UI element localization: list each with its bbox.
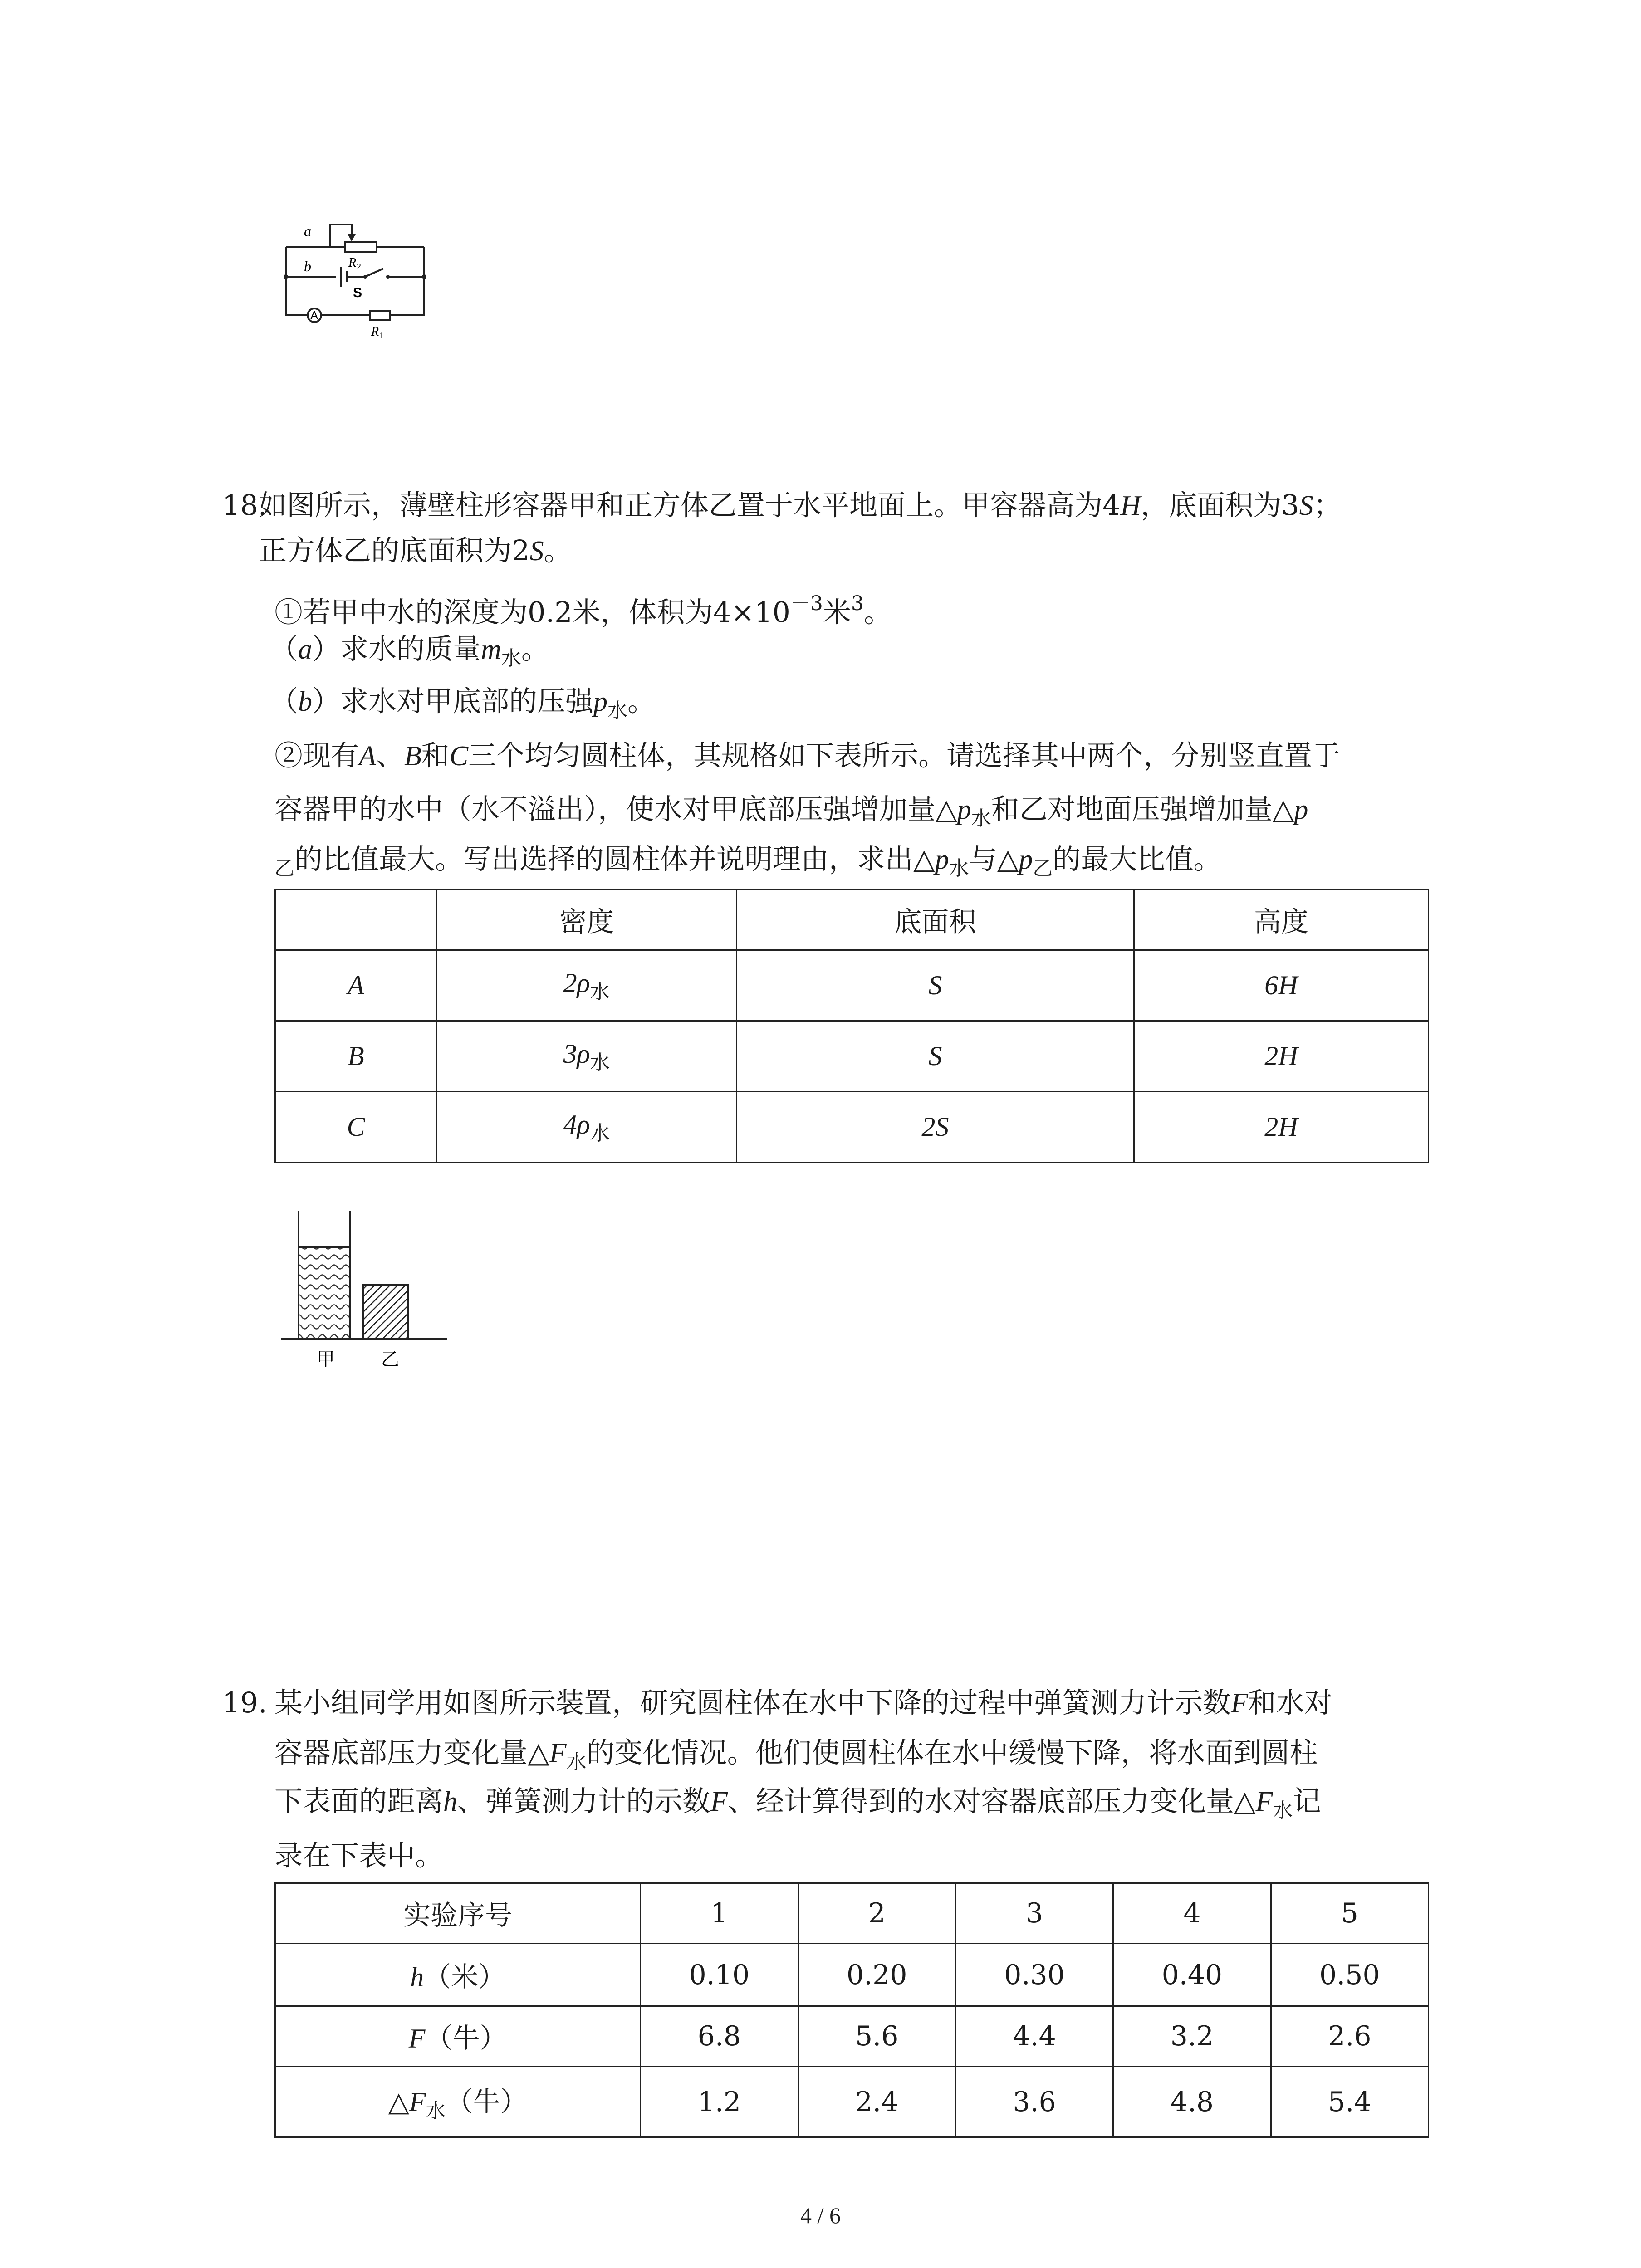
q19-line-1: 某小组同学用如图所示装置，研究圆柱体在水中下降的过程中弹簧测力计示数F和水对 bbox=[274, 1686, 1332, 1719]
table-header-cell: 1 bbox=[641, 1883, 798, 1944]
q18-part-a: （a）求水的质量$m_水$。 bbox=[270, 632, 549, 670]
circuit-label-r2: R bbox=[348, 256, 357, 270]
table-cell: 2H bbox=[1134, 1092, 1428, 1163]
table-cell: $2\rho_水$ bbox=[436, 950, 736, 1021]
table-cell: 1.2 bbox=[641, 2067, 798, 2137]
table-cell: $3\rho_水$ bbox=[436, 1021, 736, 1092]
q19-experiment-table bbox=[274, 1882, 1429, 2138]
circuit-diagram bbox=[272, 213, 436, 349]
table-header-cell: 密度 bbox=[436, 890, 736, 950]
circuit-label-r1-sub: 1 bbox=[379, 331, 384, 341]
circuit-label-ammeter: A bbox=[310, 308, 318, 322]
table-cell: F（牛） bbox=[275, 2006, 641, 2067]
table-header-cell: 2 bbox=[798, 1883, 955, 1944]
table-cell: 2S bbox=[737, 1092, 1134, 1163]
table-header-cell: 4 bbox=[1113, 1883, 1271, 1944]
table-cell: 2.6 bbox=[1271, 2006, 1428, 2067]
question-18-number: 18. bbox=[222, 489, 267, 522]
circuit-label-switch: S bbox=[353, 285, 362, 300]
table-cell: 6H bbox=[1134, 950, 1428, 1021]
table-cell: 0.50 bbox=[1271, 1944, 1428, 2006]
table-cell: C bbox=[275, 1092, 437, 1163]
table-cell: 0.10 bbox=[641, 1944, 798, 2006]
figure-label-yi: 乙 bbox=[381, 1349, 399, 1370]
table-cell: 6.8 bbox=[641, 2006, 798, 2067]
figure-label-jia: 甲 bbox=[317, 1349, 335, 1370]
table-row bbox=[275, 2006, 1429, 2067]
table-header-cell: 底面积 bbox=[737, 890, 1134, 950]
table-header-row bbox=[275, 1883, 1429, 1944]
q18-cylinder-table bbox=[274, 889, 1429, 1163]
page-number: 4 / 6 bbox=[800, 2203, 841, 2228]
circuit-label-r1: R bbox=[371, 325, 379, 339]
table-cell: B bbox=[275, 1021, 437, 1092]
table-cell: 0.20 bbox=[798, 1944, 955, 2006]
table-cell: A bbox=[275, 950, 437, 1021]
table-cell: 2H bbox=[1134, 1021, 1428, 1092]
table-header-cell: 高度 bbox=[1134, 890, 1428, 950]
table-cell: 0.30 bbox=[955, 1944, 1113, 2006]
table-cell: 3.2 bbox=[1113, 2006, 1271, 2067]
table-header-cell bbox=[275, 890, 437, 950]
question-19-number: 19. bbox=[222, 1686, 267, 1719]
table-cell: 4.8 bbox=[1113, 2067, 1271, 2137]
q18-line-2: 正方体乙的底面积为2S。 bbox=[259, 534, 572, 567]
q18-line-1: 如图所示，薄壁柱形容器甲和正方体乙置于水平地面上。甲容器高为4H，底面积为3S； bbox=[259, 489, 1342, 522]
table-row bbox=[275, 1944, 1429, 2006]
table-cell: S bbox=[737, 950, 1134, 1021]
container-figure bbox=[272, 1202, 454, 1374]
q19-line-3: 下表面的距离h、弹簧测力计的示数F、经计算得到的水对容器底部压力变化量$\triangle F_水$记 bbox=[274, 1784, 1321, 1822]
q18-part-2-line-2: 容器甲的水中（水不溢出），使水对甲底部压强增加量$\triangle p_水$和乙对地面压强增加量△p bbox=[274, 792, 1308, 830]
table-row bbox=[275, 1092, 1429, 1163]
table-cell: $4\rho_水$ bbox=[436, 1092, 736, 1163]
table-cell: 5.4 bbox=[1271, 2067, 1428, 2137]
table-header-cell: 5 bbox=[1271, 1883, 1428, 1944]
table-cell: S bbox=[737, 1021, 1134, 1092]
table-cell: 5.6 bbox=[798, 2006, 955, 2067]
q18-part-b: （b）求水对甲底部的压强$p_水$。 bbox=[270, 684, 656, 722]
circuit-label-r2-sub: 2 bbox=[357, 262, 361, 272]
table-cell: 3.6 bbox=[955, 2067, 1113, 2137]
table-header-cell: 实验序号 bbox=[275, 1883, 641, 1944]
table-row bbox=[275, 950, 1429, 1021]
q18-part-2-line-3: $_乙$的比值最大。写出选择的圆柱体并说明理由，求出$\triangle p_水$与$\triangle p_乙$的最大比值。 bbox=[274, 842, 1222, 880]
table-header-row bbox=[275, 890, 1429, 950]
table-row bbox=[275, 1021, 1429, 1092]
table-cell: h（米） bbox=[275, 1944, 641, 2006]
table-cell: 4.4 bbox=[955, 2006, 1113, 2067]
table-cell: 0.40 bbox=[1113, 1944, 1271, 2006]
q18-part-1: ①若甲中水的深度为0.2米，体积为$4\times 10^{-3}$米$^3$。 bbox=[274, 592, 892, 629]
table-cell: $\triangle F_水$（牛） bbox=[275, 2067, 641, 2137]
q19-line-4: 录在下表中。 bbox=[274, 1839, 444, 1872]
circuit-label-b: b bbox=[304, 258, 311, 274]
circuit-label-a: a bbox=[304, 223, 311, 239]
table-header-cell: 3 bbox=[955, 1883, 1113, 1944]
table-cell: 2.4 bbox=[798, 2067, 955, 2137]
q19-line-2: 容器底部压力变化量$\triangle F_水$的变化情况。他们使圆柱体在水中缓慢下降，将水面到圆柱 bbox=[274, 1736, 1318, 1774]
table-row bbox=[275, 2067, 1429, 2137]
q18-part-2-line-1: ②现有A、B和C三个均匀圆柱体，其规格如下表所示。请选择其中两个，分别竖直置于 bbox=[274, 739, 1341, 772]
